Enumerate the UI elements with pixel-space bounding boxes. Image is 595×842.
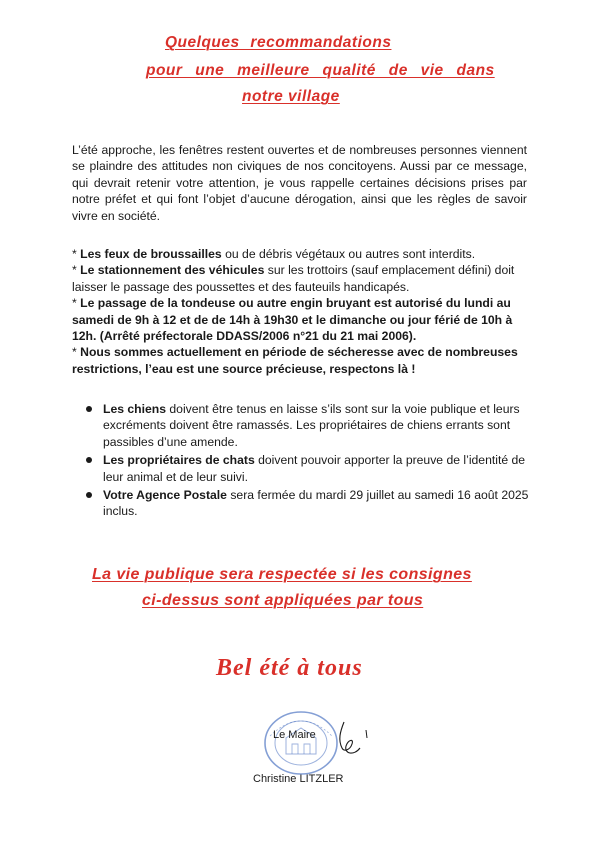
title-line-3: notre village xyxy=(242,88,340,105)
intro-paragraph: L’été approche, les fenêtres restent ouvertes et de nombreuses personnes viennent se plaindre des attitudes non civiques de nos concitoyens. Aussi par ce message, qui devrait retenir votre attention, je vous rappelle certaines décisions prises par notre préfet et qui font l’objet d’aucune dérogation, ainsi que les règles de savoir vivre en société. xyxy=(72,143,527,223)
bullet-list xyxy=(86,401,532,522)
mayor-title: Le Maire xyxy=(273,729,316,741)
slogan-line-2: ci-dessus sont appliquées par tous xyxy=(142,592,424,609)
signature-icon xyxy=(330,718,374,758)
bullet-icon xyxy=(86,492,92,498)
list-item: Les propriétaires de chats doivent pouvoir apporter la preuve de l’identité de leur animal et de leur suivi. xyxy=(86,452,532,485)
bullet-icon xyxy=(86,406,92,412)
rule-item: * Les feux de broussailles ou de débris végétaux ou autres sont interdits. xyxy=(72,247,476,261)
list-item: Les chiens doivent être tenus en laisse s’ils sont sur la voie publique et leurs excréments doivent être ramassés. Les propriétaires de chiens errants sont passibles d’une amende. xyxy=(86,401,532,450)
rules-list xyxy=(72,246,527,377)
title-line-1: Quelques recommandations xyxy=(165,34,392,51)
greeting: Bel été à tous xyxy=(216,655,363,681)
list-item: Votre Agence Postale sera fermée du mardi 29 juillet au samedi 16 août 2025 inclus. xyxy=(86,487,532,520)
rule-item: * Le stationnement des véhicules sur les trottoirs (sauf emplacement défini) doit laisser le passage des poussettes et des fauteuils handicapés. xyxy=(72,263,515,294)
title-line-2: pour une meilleure qualité de vie dans xyxy=(146,62,495,79)
town-hall-stamp-icon xyxy=(262,710,340,776)
slogan-line-1: La vie publique sera respectée si les consignes xyxy=(92,566,472,583)
mayor-name: Christine LITZLER xyxy=(253,773,344,785)
rule-item: * Nous sommes actuellement en période de sécheresse avec de nombreuses restrictions, l’eau est une source précieuse, respectons là ! xyxy=(72,345,518,376)
rule-item: * Le passage de la tondeuse ou autre engin bruyant est autorisé du lundi au samedi de 9h à 12 et de de 14h à 19h30 et le dimanche ou jour férié de 10h à 12h. (Arrêté préfectorale DDASS/2006 n°21 du 21 mai 2006). xyxy=(72,296,513,344)
bullet-icon xyxy=(86,457,92,463)
